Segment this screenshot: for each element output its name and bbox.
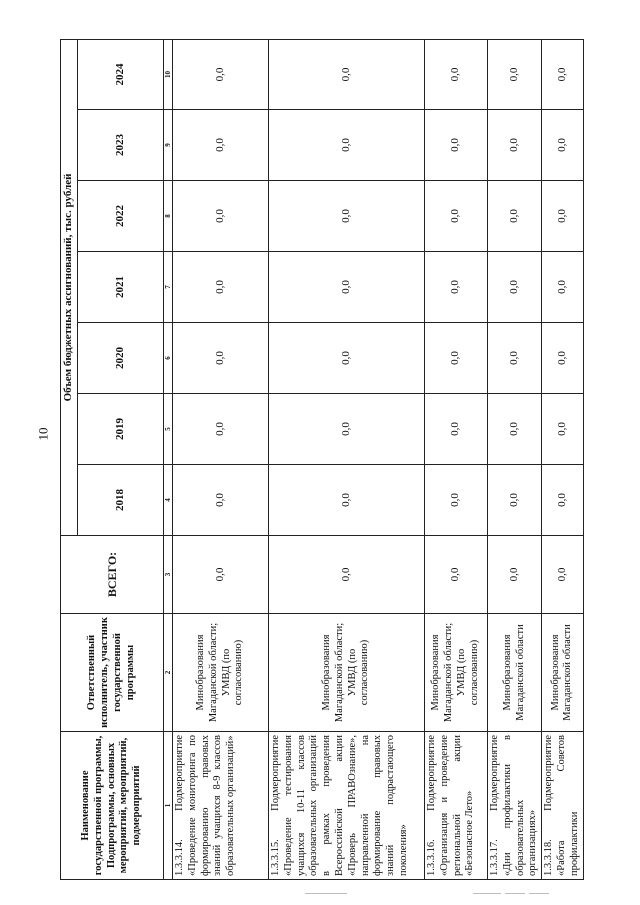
header-executor: Ответственный исполнитель, участник государственной программы <box>61 614 164 732</box>
rotated-table-container <box>60 40 580 880</box>
value-total: 0,0 <box>542 536 583 614</box>
column-number: 9 <box>164 110 173 181</box>
value-2019: 0,0 <box>173 394 269 465</box>
header-year: 2018 <box>78 465 164 536</box>
header-budget-group: Объем бюджетных ассигнований, тыс. рублей <box>61 39 78 535</box>
header-year: 2021 <box>78 252 164 323</box>
activity-name: 1.3.3.15. Подмероприятие «Проведение тестирования учащихся 10-11 классов образовательных организаций в рамках проведения Всероссийской акции «Проверь ПРАВОзнание», направленной на формирование правовых знаний подрастающего поколения» <box>269 732 425 880</box>
activity-name: 1.3.3.16. Подмероприятие «Организация и проведение региональной акции «Безопасное Лето» <box>425 732 488 880</box>
value-2023: 0,0 <box>425 110 488 181</box>
column-number: 5 <box>164 394 173 465</box>
value-2023: 0,0 <box>173 110 269 181</box>
column-number: 10 <box>164 39 173 109</box>
value-2019: 0,0 <box>542 394 583 465</box>
value-2018: 0,0 <box>269 465 425 536</box>
activity-name: 1.3.3.14. Подмероприятие «Проведение мониторинга по формированию правовых знаний учащихся 8-9 классов образовательных организаций» <box>173 732 269 880</box>
value-2019: 0,0 <box>425 394 488 465</box>
activity-executor: Минобразования Магаданской области <box>542 614 583 732</box>
value-total: 0,0 <box>425 536 488 614</box>
value-2018: 0,0 <box>542 465 583 536</box>
value-2020: 0,0 <box>542 323 583 394</box>
value-2023: 0,0 <box>488 110 542 181</box>
header-year: 2024 <box>78 39 164 109</box>
value-2022: 0,0 <box>542 181 583 252</box>
table-row <box>542 39 583 879</box>
value-2020: 0,0 <box>173 323 269 394</box>
table-row <box>425 39 488 879</box>
header-year: 2023 <box>78 110 164 181</box>
value-2020: 0,0 <box>269 323 425 394</box>
activity-executor: Минобразования Магаданской области; УМВД (по согласованию) <box>425 614 488 732</box>
value-2024: 0,0 <box>425 39 488 109</box>
value-2021: 0,0 <box>425 252 488 323</box>
value-2018: 0,0 <box>425 465 488 536</box>
activity-executor: Минобразования Магаданской области; УМВД (по согласованию) <box>269 614 425 732</box>
value-2024: 0,0 <box>173 39 269 109</box>
value-2024: 0,0 <box>488 39 542 109</box>
value-2019: 0,0 <box>269 394 425 465</box>
value-2021: 0,0 <box>173 252 269 323</box>
column-number: 3 <box>164 536 173 614</box>
value-2020: 0,0 <box>425 323 488 394</box>
value-2019: 0,0 <box>488 394 542 465</box>
activity-executor: Минобразования Магаданской области <box>488 614 542 732</box>
table-row <box>269 39 425 879</box>
page-number: 10 <box>35 427 51 441</box>
scan-edge-marks <box>0 893 640 899</box>
value-2022: 0,0 <box>173 181 269 252</box>
header-year: 2020 <box>78 323 164 394</box>
table-row <box>173 39 269 879</box>
table-header-row-group <box>61 39 78 879</box>
value-2022: 0,0 <box>425 181 488 252</box>
activity-name: 1.3.3.18. Подмероприятие «Работа Советов профилактики <box>542 732 583 880</box>
value-2022: 0,0 <box>269 181 425 252</box>
header-year: 2022 <box>78 181 164 252</box>
column-number: 4 <box>164 465 173 536</box>
header-year: 2019 <box>78 394 164 465</box>
column-number-row <box>164 39 173 879</box>
budget-table <box>60 39 584 880</box>
value-2024: 0,0 <box>542 39 583 109</box>
value-2024: 0,0 <box>269 39 425 109</box>
value-2020: 0,0 <box>488 323 542 394</box>
value-2021: 0,0 <box>269 252 425 323</box>
column-number: 1 <box>164 732 173 880</box>
value-2023: 0,0 <box>542 110 583 181</box>
value-2021: 0,0 <box>488 252 542 323</box>
value-2023: 0,0 <box>269 110 425 181</box>
value-2022: 0,0 <box>488 181 542 252</box>
value-2018: 0,0 <box>488 465 542 536</box>
value-total: 0,0 <box>173 536 269 614</box>
column-number: 7 <box>164 252 173 323</box>
table-row <box>488 39 542 879</box>
value-2018: 0,0 <box>173 465 269 536</box>
activity-executor: Минобразования Магаданской области; УМВД (по согласованию) <box>173 614 269 732</box>
column-number: 6 <box>164 323 173 394</box>
header-program-name: Наименование государственной программы, Подпрограммы, основных мероприятий, мероприятий, подмероприятий <box>61 732 164 880</box>
value-total: 0,0 <box>488 536 542 614</box>
column-number: 8 <box>164 181 173 252</box>
activity-name: 1.3.3.17. Подмероприятие «Дни профилактики в образовательных организациях» <box>488 732 542 880</box>
value-2021: 0,0 <box>542 252 583 323</box>
header-total: ВСЕГО: <box>61 536 164 614</box>
value-total: 0,0 <box>269 536 425 614</box>
column-number: 2 <box>164 614 173 732</box>
